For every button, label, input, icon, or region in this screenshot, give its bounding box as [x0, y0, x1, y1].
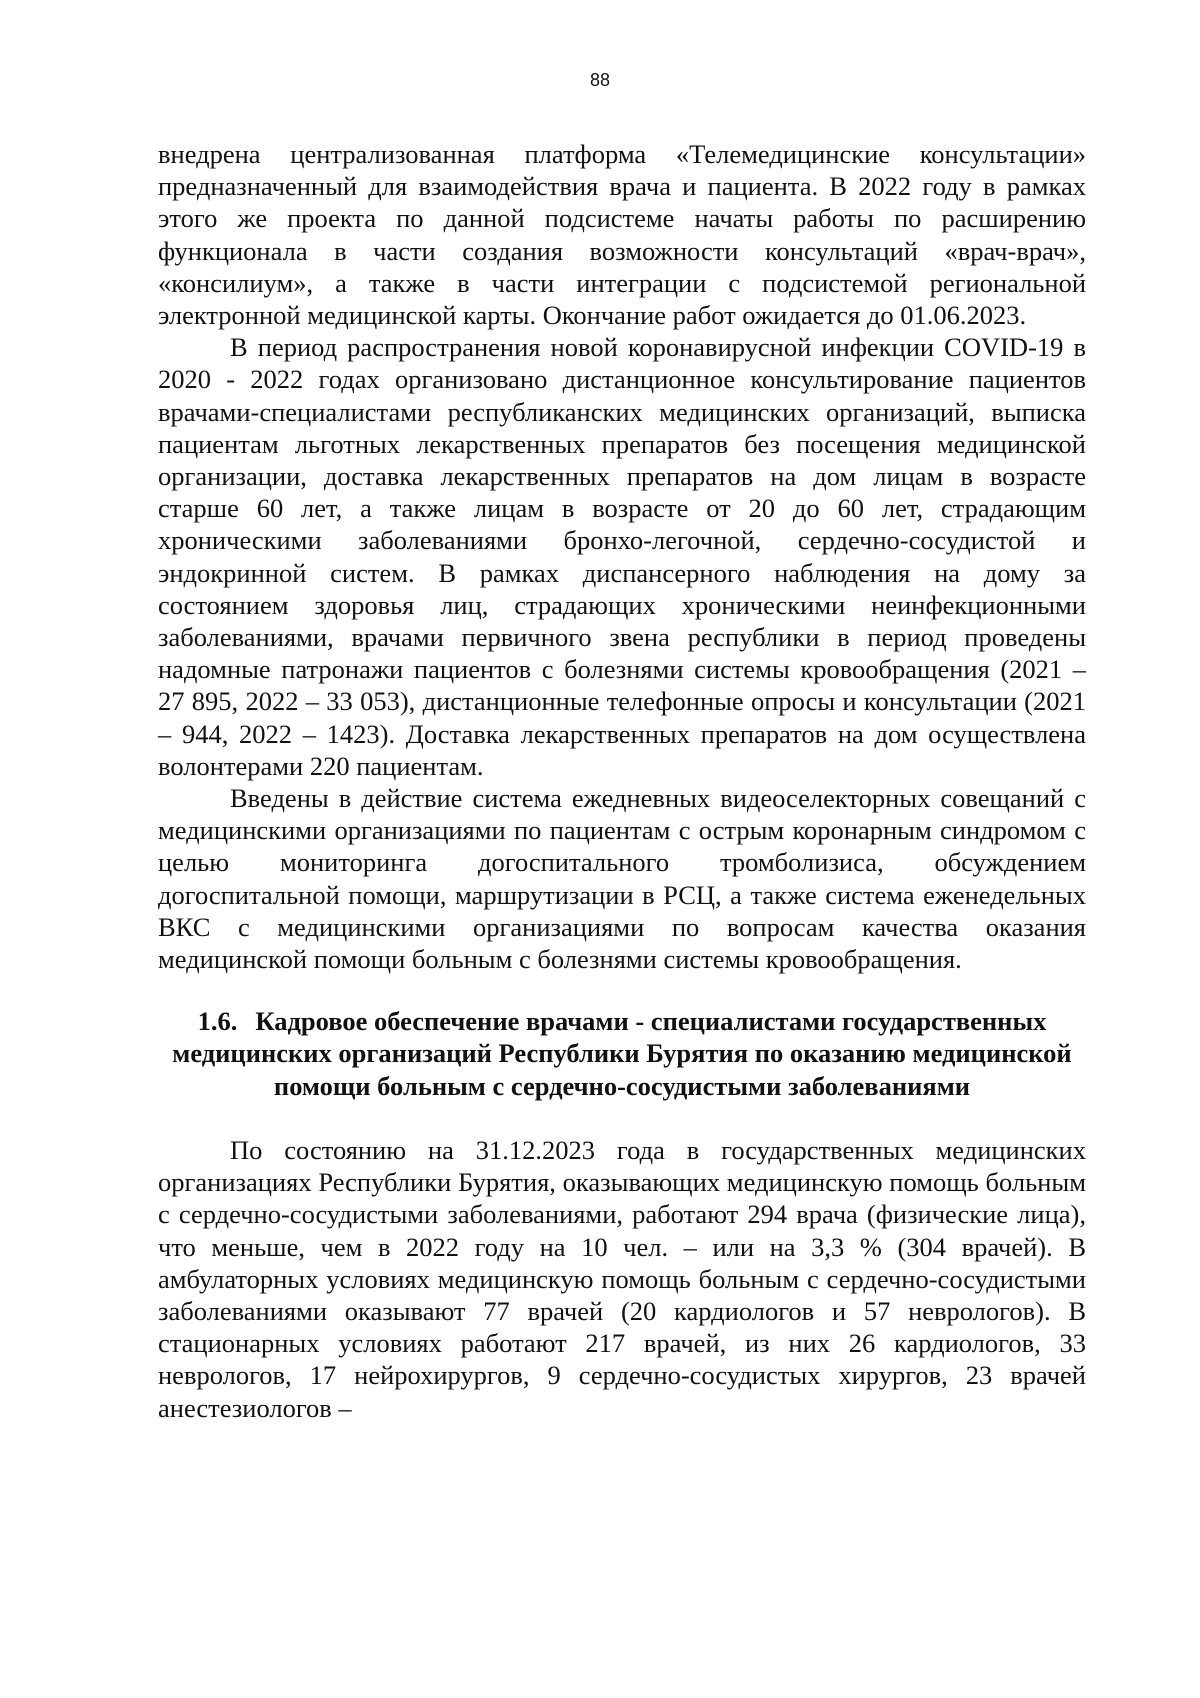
paragraph-staffing: По состоянию на 31.12.2023 года в государственных медицинских организациях Республики Бурятия, оказывающих медицинскую помощь больным с сердечно-сосудистыми заболеваниями, работают 294 врача (физические лица), что меньше, чем в 2022 году на 10 чел. – или на 3,3 % (304 врачей). В амбулаторных условиях медицинскую помощь больным с сердечно-сосудистыми заболеваниями оказывают 77 врачей (20 кардиологов и 57 неврологов). В стационарных условиях работают 217 врачей, из них 26 кардиологов, 33 неврологов, 17 нейрохирургов, 9 сердечно-сосудистых хирургов, 23 врачей анестезиологов – [158, 1134, 1086, 1423]
section-heading [158, 1005, 1086, 1102]
document-body [158, 138, 1086, 1424]
paragraph-video-conferences: Введены в действие система ежедневных видеоселекторных совещаний с медицинскими организациями по пациентам с острым коронарным синдромом с целью мониторинга догоспитального тромболизиса, обсуждением догоспитальной помощи, маршрутизации в РСЦ, а также система еженедельных ВКС с медицинскими организациями по вопросам качества оказания медицинской помощи больным с болезнями системы кровообращения. [158, 783, 1086, 975]
paragraph-telemedicine: внедрена централизованная платформа «Телемедицинские консультации» предназначенный для взаимодействия врача и пациента. В 2022 году в рамках этого же проекта по данной подсистеме начаты работы по расширению функционала в части создания возможности консультаций «врач-врач», «консилиум», а также в части интеграции с подсистемой региональной электронной медицинской карты. Окончание работ ожидается до 01.06.2023. [158, 139, 1086, 331]
section-number: 1.6. [197, 1006, 238, 1037]
paragraph-covid: В период распространения новой коронавирусной инфекции COVID-19 в 2020 - 2022 годах организовано дистанционное консультирование пациентов врачами-специалистами республиканских медицинских организаций, выписка пациентам льготных лекарственных препаратов без посещения медицинской организации, доставка лекарственных препаратов на дом лицам в возрасте старше 60 лет, а также лицам в возрасте от 20 до 60 лет, страдающим хроническими заболеваниями бронхо-легочной, сердечно-сосудистой и эндокринной систем. В рамках диспансерного наблюдения на дому за состоянием здоровья лиц, страдающих хроническими неинфекционными заболеваниями, врачами первичного звена республики в период проведены надомные патронажи пациентов с болезнями системы кровообращения (2021 – 27 895, 2022 – 33 053), дистанционные телефонные опросы и консультации (2021 – 944, 2022 – 1423). Доставка лекарственных препаратов на дом осуществлена волонтерами 220 пациентам. [158, 332, 1086, 781]
page-number: 88 [589, 70, 611, 90]
section-title: Кадровое обеспечение врачами - специалистами государственных медицинских организаций Республики Бурятия по оказанию медицинской помощи больным с сердечно-сосудистыми заболеваниями [172, 1006, 1072, 1101]
